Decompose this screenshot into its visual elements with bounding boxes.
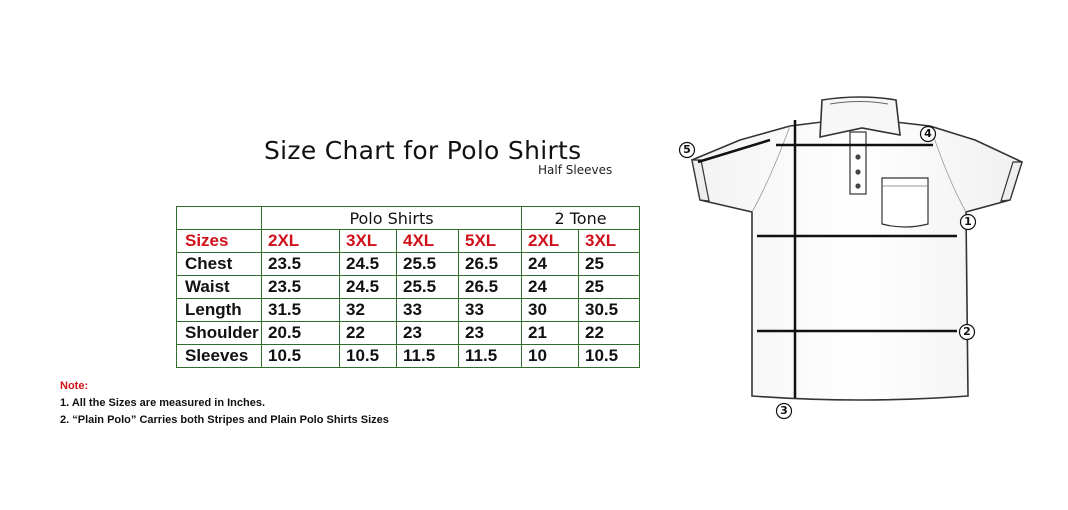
table-cell: 22	[340, 322, 397, 345]
table-cell: 22	[579, 322, 640, 345]
table-cell: 23	[397, 322, 459, 345]
shirt-button	[855, 183, 860, 188]
group-header-two-tone: 2 Tone	[522, 207, 640, 230]
table-row	[177, 253, 640, 276]
table-cell: 25.5	[397, 276, 459, 299]
table-cell: 10.5	[340, 345, 397, 368]
row-label: Length	[177, 299, 262, 322]
table-cell: 24.5	[340, 276, 397, 299]
table-cell: 24.5	[340, 253, 397, 276]
note-item: 1. All the Sizes are measured in Inches.	[60, 397, 266, 409]
header-cell: 4XL	[397, 230, 459, 253]
header-cell: Sizes	[177, 230, 262, 253]
note-section	[60, 378, 389, 429]
header-cell: 2XL	[262, 230, 340, 253]
table-cell: 33	[397, 299, 459, 322]
row-label: Sleeves	[177, 345, 262, 368]
page-title: Size Chart for Polo Shirts	[264, 136, 582, 165]
table-header-row	[177, 230, 640, 253]
table-cell: 26.5	[459, 253, 522, 276]
size-table	[176, 206, 640, 368]
table-cell: 10.5	[579, 345, 640, 368]
header-cell: 5XL	[459, 230, 522, 253]
table-cell: 24	[522, 276, 579, 299]
table-cell: 23	[459, 322, 522, 345]
table-row	[177, 276, 640, 299]
polo-shirt-diagram	[670, 80, 1030, 430]
marker-5: 5	[683, 143, 691, 156]
table-cell: 30.5	[579, 299, 640, 322]
table-cell: 31.5	[262, 299, 340, 322]
table-row	[177, 345, 640, 368]
shirt-button	[855, 169, 860, 174]
row-label: Chest	[177, 253, 262, 276]
group-header-empty	[177, 207, 262, 230]
table-cell: 32	[340, 299, 397, 322]
table-group-row	[177, 207, 640, 230]
table-cell: 24	[522, 253, 579, 276]
shirt-pocket	[882, 178, 928, 227]
table-cell: 10.5	[262, 345, 340, 368]
page-subtitle: Half Sleeves	[538, 163, 613, 177]
table-cell: 10	[522, 345, 579, 368]
table-cell: 25.5	[397, 253, 459, 276]
header-cell: 2XL	[522, 230, 579, 253]
shirt-button	[855, 154, 860, 159]
table-cell: 33	[459, 299, 522, 322]
table-cell: 25	[579, 276, 640, 299]
table-cell: 11.5	[397, 345, 459, 368]
table-cell: 25	[579, 253, 640, 276]
marker-3: 3	[780, 404, 788, 417]
marker-2: 2	[963, 325, 971, 338]
row-label: Waist	[177, 276, 262, 299]
header-cell: 3XL	[579, 230, 640, 253]
table-cell: 11.5	[459, 345, 522, 368]
table-cell: 21	[522, 322, 579, 345]
table-row	[177, 322, 640, 345]
group-header-polo-shirts: Polo Shirts	[262, 207, 522, 230]
note-item: 2. “Plain Polo” Carries both Stripes and Plain Polo Shirts Sizes	[60, 414, 389, 426]
table-cell: 20.5	[262, 322, 340, 345]
table-cell: 23.5	[262, 253, 340, 276]
table-cell: 30	[522, 299, 579, 322]
table-cell: 23.5	[262, 276, 340, 299]
table-cell: 26.5	[459, 276, 522, 299]
marker-4: 4	[924, 127, 932, 140]
marker-1: 1	[964, 215, 972, 228]
header-cell: 3XL	[340, 230, 397, 253]
note-title: Note:	[60, 380, 89, 392]
row-label: Shoulder	[177, 322, 262, 345]
table-row	[177, 299, 640, 322]
